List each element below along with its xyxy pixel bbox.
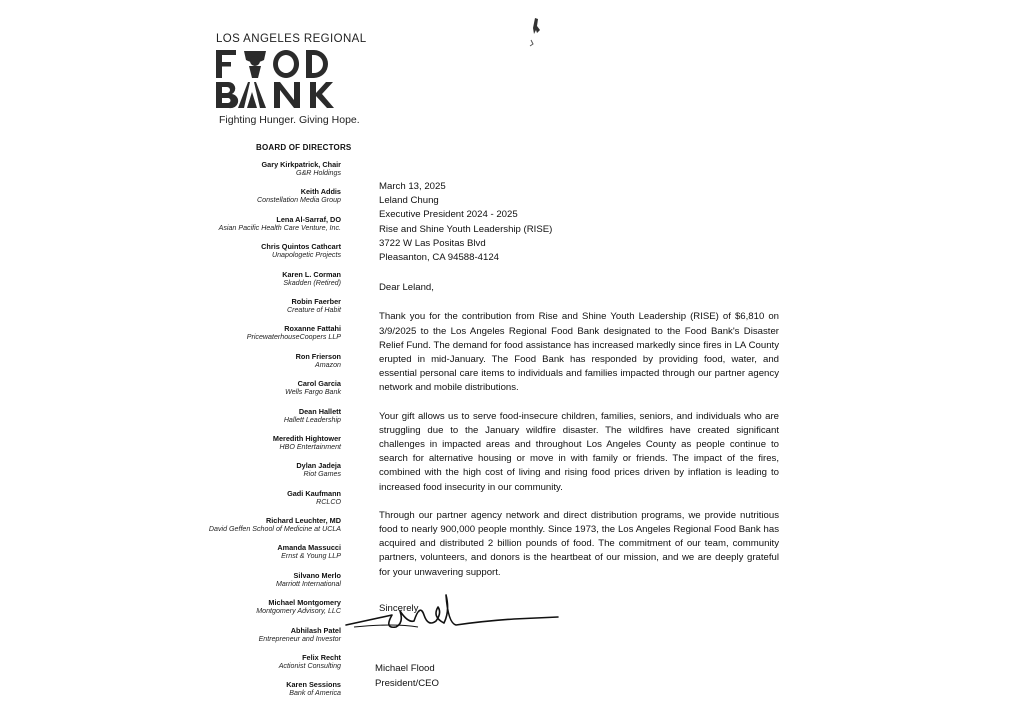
closing: Sincerely, bbox=[379, 603, 421, 614]
board-member bbox=[180, 598, 341, 625]
board-member bbox=[180, 324, 341, 351]
board-member bbox=[180, 626, 341, 653]
body-paragraph: Your gift allows us to serve food-insecure children, families, seniors, and individuals who are struggling due to the January wildfire disaster. The wildfires have created significant challenges in impacted areas and throughout Los Angeles County as people continue to search for alternative housing or move in with family or friends. The impact of the fires, combined with the high cost of living and rising food prices driven by inflation is leading to increased food insecurity in our community. bbox=[379, 410, 779, 493]
recipient-city: Pleasanton, CA 94588-4124 bbox=[379, 252, 500, 264]
member-name: Michael Montgomery bbox=[268, 598, 341, 608]
food-bank-logo bbox=[214, 33, 367, 126]
board-member bbox=[180, 543, 341, 570]
recipient-title: Executive President 2024 - 2025 bbox=[379, 209, 518, 221]
board-member bbox=[180, 352, 341, 379]
signer-name: Michael Flood bbox=[375, 663, 435, 674]
body-paragraph: Thank you for the contribution from Rise and Shine Youth Leadership (RISE) of $6,810 on 3/9/2025 to the Los Angeles Regional Food Bank designated to the Food Bank's Disaster Relief Fund. The demand for food assistance has increased markedly since fires in LA County erupted in mid-January. The Food Bank has responded by providing food, water, and essential personal care items to individuals and families impacted through our partner agency network and mobile distributions. bbox=[379, 311, 779, 394]
member-name: Karen L. Corman bbox=[282, 269, 341, 279]
body-paragraph: Through our partner agency network and direct distribution programs, we provide nutritious food to nearly 900,000 people monthly. Since 1973, the Los Angeles Regional Food Bank has acquired and distributed 2 billion pounds of food. The commitment of our team, community partners, volunteers, and donors is the heartbeat of our mission, and we are deeply grateful for your unwavering support. bbox=[379, 509, 779, 578]
board-member bbox=[180, 297, 341, 324]
member-name: Ron Frierson bbox=[295, 351, 341, 361]
member-org: David Geffen School of Medicine at UCLA bbox=[208, 525, 341, 534]
logo-top-text: LOS ANGELES REGIONAL bbox=[216, 33, 367, 45]
member-org: HBO Entertainment bbox=[279, 442, 341, 451]
member-name: Lena Al-Sarraf, DO bbox=[276, 214, 341, 224]
member-org: Marriott International bbox=[275, 579, 341, 588]
scan-mark-icon bbox=[525, 16, 545, 48]
board-member bbox=[180, 516, 341, 543]
member-org: Entrepreneur and Investor bbox=[258, 634, 341, 643]
board-member bbox=[180, 270, 341, 297]
member-name: Silvano Merlo bbox=[293, 570, 341, 580]
member-org: Montgomery Advisory, LLC bbox=[256, 607, 341, 616]
board-member bbox=[180, 379, 341, 406]
member-name: Carol Garcia bbox=[297, 379, 341, 389]
board-member bbox=[180, 571, 341, 598]
letter-date: March 13, 2025 bbox=[379, 181, 446, 192]
member-org: RCLCO bbox=[316, 497, 341, 506]
member-name: Dylan Jadeja bbox=[296, 461, 341, 471]
member-name: Dean Hallett bbox=[298, 406, 341, 416]
board-member bbox=[180, 215, 341, 242]
board-member bbox=[180, 407, 341, 434]
member-name: Meredith Hightower bbox=[272, 433, 341, 443]
member-org: Skadden (Retired) bbox=[283, 278, 341, 287]
member-org: Hallett Leadership bbox=[283, 415, 341, 424]
member-name: Felix Recht bbox=[302, 653, 341, 663]
member-name: Chris Quintos Cathcart bbox=[261, 242, 341, 252]
member-org: G&R Holdings bbox=[296, 169, 341, 177]
signer-title: President/CEO bbox=[375, 678, 439, 689]
member-org: Ernst & Young LLP bbox=[281, 552, 341, 561]
board-member bbox=[180, 461, 341, 488]
member-name: Keith Addis bbox=[300, 187, 341, 197]
member-name: Richard Leuchter, MD bbox=[265, 516, 341, 526]
board-member-list bbox=[180, 160, 341, 708]
member-name: Karen Sessions bbox=[286, 680, 341, 690]
member-org: Constellation Media Group bbox=[257, 196, 341, 205]
board-member bbox=[180, 489, 341, 516]
member-org: Riot Games bbox=[303, 470, 341, 479]
board-member bbox=[180, 434, 341, 461]
member-org: Bank of America bbox=[289, 689, 341, 698]
member-org: Wells Fargo Bank bbox=[285, 388, 341, 397]
member-org: Amazon bbox=[314, 360, 341, 369]
member-org: PricewaterhouseCoopers LLP bbox=[246, 333, 341, 342]
logo-tagline: Fighting Hunger. Giving Hope. bbox=[219, 114, 360, 126]
board-member bbox=[180, 187, 341, 214]
letter-body bbox=[379, 180, 779, 580]
member-org: Actionist Consulting bbox=[278, 662, 341, 671]
member-org: Creature of Habit bbox=[286, 305, 341, 314]
board-member bbox=[180, 242, 341, 269]
board-member bbox=[180, 680, 341, 707]
member-name: Robin Faerber bbox=[291, 296, 341, 306]
recipient-street: 3722 W Las Positas Blvd bbox=[379, 237, 486, 249]
recipient-organization: Rise and Shine Youth Leadership (RISE) bbox=[379, 223, 553, 235]
member-name: Gary Kirkpatrick, Chair bbox=[261, 160, 341, 169]
member-org: Unapologetic Projects bbox=[271, 251, 341, 260]
board-member bbox=[180, 653, 341, 680]
board-member bbox=[180, 160, 341, 187]
logo-wordmark-icon bbox=[214, 48, 349, 112]
member-name: Gadi Kaufmann bbox=[287, 488, 341, 498]
board-title: BOARD OF DIRECTORS bbox=[256, 143, 352, 152]
recipient-name: Leland Chung bbox=[379, 195, 439, 207]
recipient-address bbox=[379, 194, 779, 265]
member-name: Roxanne Fattahi bbox=[284, 324, 341, 334]
member-name: Amanda Massucci bbox=[277, 543, 341, 553]
member-name: Abhilash Patel bbox=[290, 625, 341, 635]
handwritten-signature-icon bbox=[334, 593, 564, 643]
member-org: Asian Pacific Health Care Venture, Inc. bbox=[218, 223, 341, 232]
salutation: Dear Leland, bbox=[379, 282, 434, 294]
